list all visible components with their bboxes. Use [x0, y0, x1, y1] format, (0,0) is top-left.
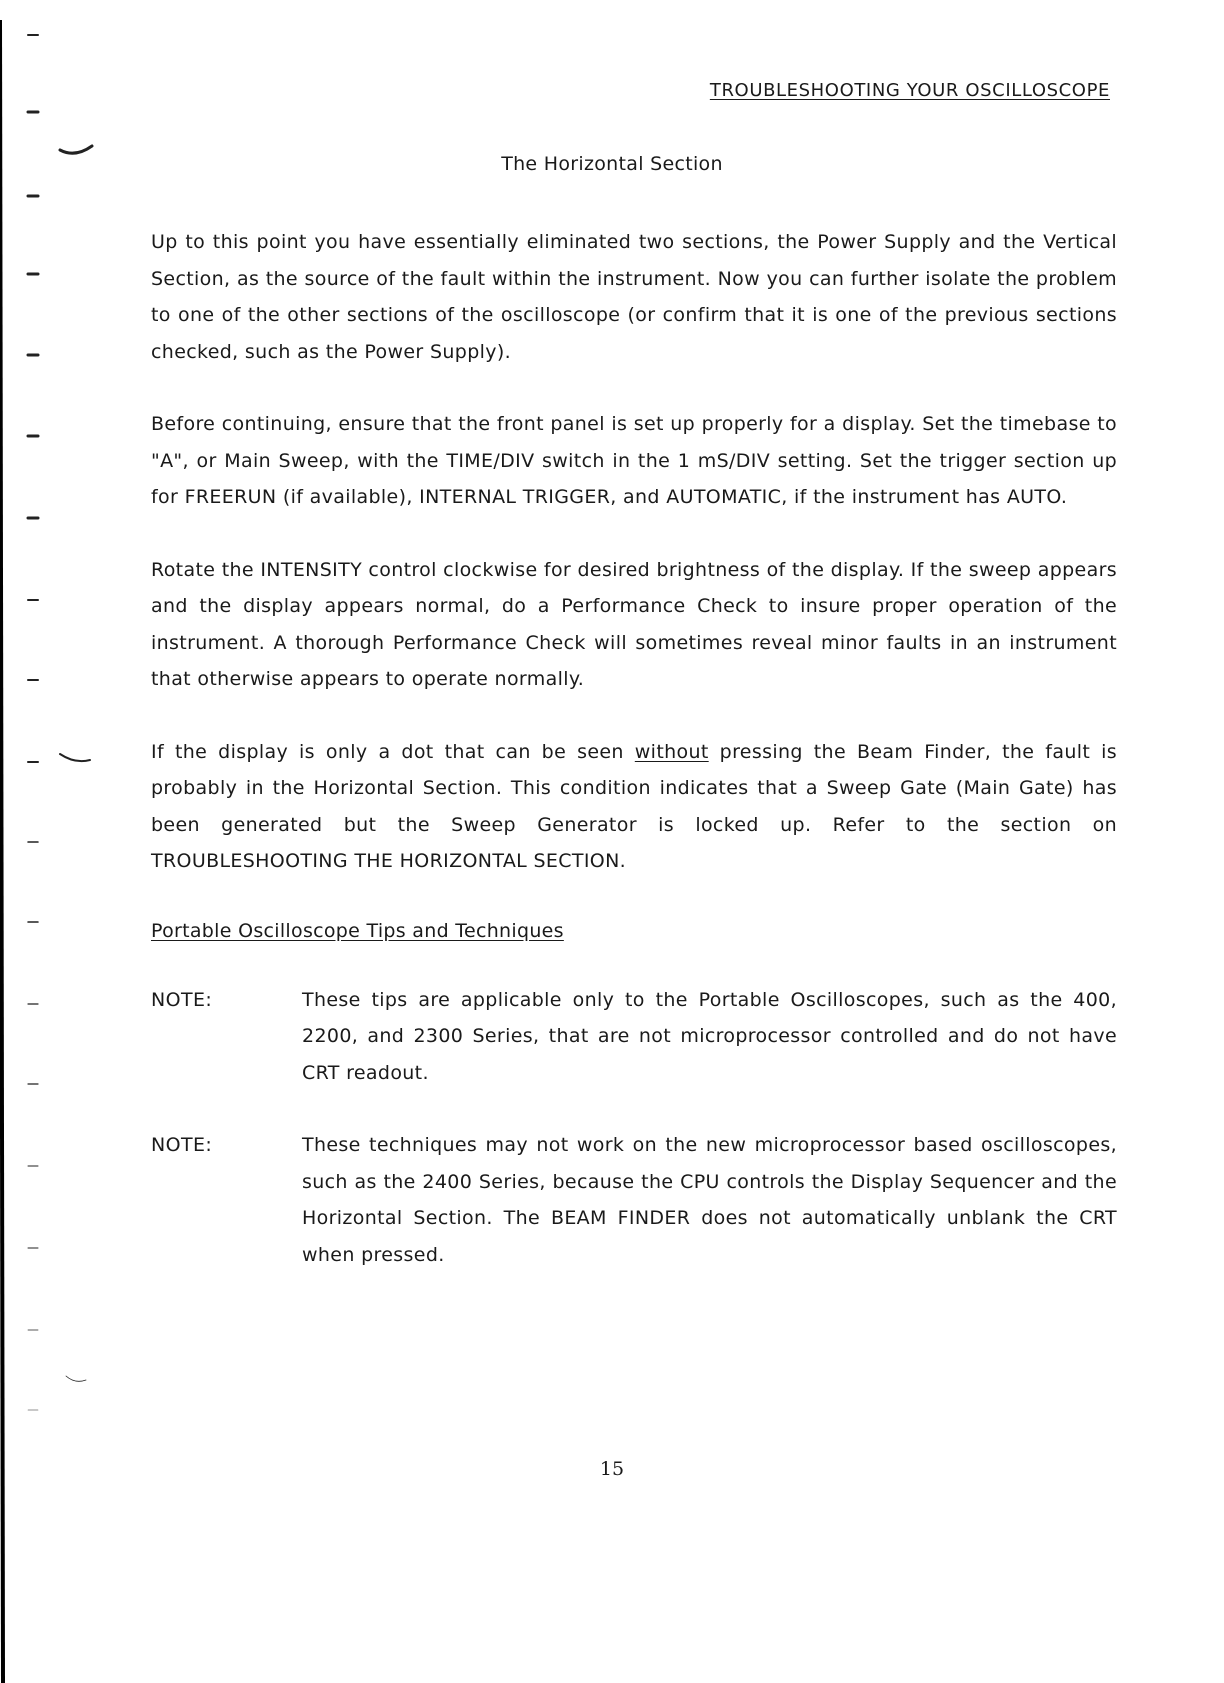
paragraph-beam-finder-end: pressing the Beam Finder, the fault is probably in the Horizontal Section. This condition indicates that a Sweep Gate (Main Gate) has been generated but the Sweep Generator is locked up. Refer to the section on TROUBLESHOOTING THE HORIZONTAL SECTION. [151, 740, 1117, 872]
paragraph-power-vertical: Up to this point you have essentially eliminated two sections, the Power Supply and the Vertical Section, as the source of the fault within the instrument. Now you can further isolate the problem to one of the other sections of the oscilloscope (or confirm that it is one of the previous sections checked, such as the Power Supply). [151, 231, 1117, 363]
note-microprocessor [151, 1127, 1117, 1273]
section-title: The Horizontal Section [501, 153, 723, 175]
note-text: These tips are applicable only to the Portable Oscilloscopes, such as the 400, 2200, and 2300 Series, that are not microprocessor controlled and do not have CRT readout. [302, 988, 1117, 1084]
paragraph-beam-finder [151, 734, 1117, 880]
emphasis-without: without [634, 740, 709, 763]
paragraph-front-panel-setup: Before continuing, ensure that the front panel is set up properly for a display. Set the timebase to "A", or Main Sweep, with the TIME/DIV switch in the 1 mS/DIV setting. Set the trigger section up for FREERUN (if available), INTERNAL TRIGGER, and AUTOMATIC, if the instrument has AUTO. [151, 413, 1117, 508]
page-number: 15 [599, 1458, 625, 1480]
paragraph-beam-finder-start: If the display is only a dot that can be seen [151, 740, 635, 763]
binding-marks-drawing [0, 0, 120, 1683]
running-header: TROUBLESHOOTING YOUR OSCILLOSCOPE [709, 80, 1110, 101]
note-text: These techniques may not work on the new microprocessor based oscilloscopes, such as the 2400 Series, because the CPU controls the Display Sequencer and the Horizontal Section. The BEAM FINDER does not automatically unblank the CRT when pressed. [302, 1134, 1117, 1266]
paragraph-intensity: Rotate the INTENSITY control clockwise for desired brightness of the display. If the sweep appears and the display appears normal, do a Performance Check to insure proper operation of the instrument. A thorough Performance Check will sometimes reveal minor faults in an instrument that otherwise appears to operate normally. [151, 558, 1117, 690]
tips-heading: Portable Oscilloscope Tips and Techniques [151, 919, 564, 942]
note-label: NOTE: [151, 1134, 213, 1156]
note-label: NOTE: [151, 988, 213, 1011]
note-portable [151, 982, 1117, 1092]
binding-margin-marks [0, 0, 120, 1683]
body-content [151, 224, 1117, 1309]
